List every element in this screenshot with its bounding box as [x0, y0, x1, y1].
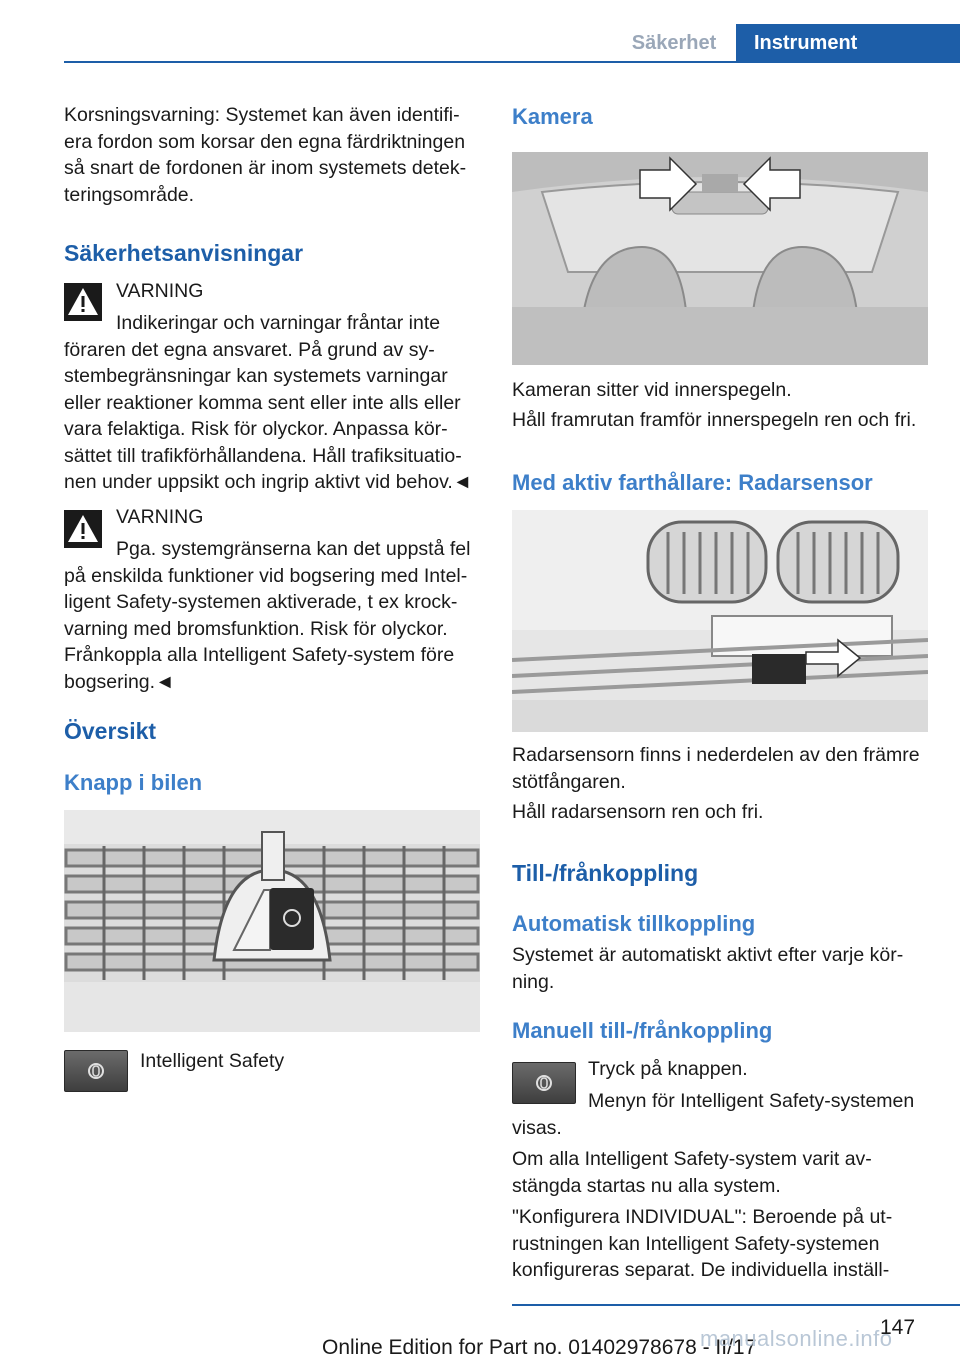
manual-text-2: Menyn för Intelligent Safety-systemen visas.	[512, 1090, 915, 1139]
warning2-title: VARNING	[116, 506, 204, 528]
button-in-car-heading: Knapp i bilen	[64, 770, 203, 795]
tab-instrument[interactable]: Instrument	[736, 24, 960, 62]
camera-photo	[512, 152, 928, 365]
page-number: 147	[880, 1316, 916, 1339]
intro-paragraph: Korsningsvarning: Systemet kan även identifiera fordon som korsar den egna färdriktningen så snart de fordonen är inom systemets detekteringsområde.	[64, 104, 467, 206]
manual-text-3: Om alla Intelligent Safety-system varit avstängda startas nu alla system.	[512, 1148, 872, 1197]
edition-note: Online Edition for Part no. 01402978678 - II/17	[322, 1336, 757, 1359]
radar-heading: Med aktiv farthållare: Radarsensor	[512, 470, 873, 495]
page-header	[0, 0, 960, 62]
warning1-title: VARNING	[116, 280, 204, 302]
overview-heading: Översikt	[64, 718, 157, 744]
camera-text-2: Håll framrutan framför innerspegeln ren och fri.	[512, 409, 917, 431]
switch-heading: Till-/frånkoppling	[512, 860, 699, 886]
camera-text-1: Kameran sitter vid innerspegeln.	[512, 379, 792, 401]
radar-text-1: Radarsensorn finns i nederdelen av den främre stötfångaren.	[512, 744, 920, 793]
watermark: manualsonline.info	[700, 1326, 893, 1351]
radar-text-2: Håll radarsensorn ren och fri.	[512, 801, 764, 823]
header-rule	[64, 61, 960, 63]
manual-heading: Manuell till-/frånkoppling	[512, 1018, 773, 1043]
warning2-text: Pga. systemgränserna kan det uppstå fel på enskilda funktioner vid bogsering med Intelligent Safety-systemen aktiverade, t ex krockvarning med bromsfunktion. Risk för olyckor. Frånkoppla alla Intelligent Safety-system före bogsering.◄	[64, 538, 471, 693]
manual-text-1: Tryck på knappen.	[588, 1058, 748, 1080]
intelligent-safety-button-icon	[64, 1050, 128, 1092]
radar-sensor-photo	[512, 510, 928, 732]
tab-sakerhet[interactable]: Säkerhet	[631, 32, 717, 54]
safety-heading: Säkerhetsanvisningar	[64, 240, 304, 266]
intelligent-safety-label: Intelligent Safety	[140, 1050, 285, 1072]
auto-heading: Automatisk tillkoppling	[512, 911, 756, 936]
manual-text-4: "Konfigurera INDIVIDUAL": Beroende på utrustningen kan Intelligent Safety-systemen konfigureras separat. De individuella inställ-	[512, 1206, 893, 1281]
auto-text: Systemet är automatiskt aktivt efter varje körning.	[512, 944, 904, 993]
footer-rule	[512, 1304, 960, 1306]
warning1-text: Indikeringar och varningar fråntar inte föraren det egna ansvaret. På grund av systembegränsningar kan systemets varningar eller reaktioner komma sent eller inte alls eller vara felaktiga. Risk för olyckor. Anpassa körsättet till trafikförhållandena. Håll trafiksituationen under uppsikt och ingrip aktivt vid behov.◄	[64, 312, 473, 493]
button-console-photo	[64, 810, 480, 1032]
camera-heading: Kamera	[512, 104, 593, 129]
